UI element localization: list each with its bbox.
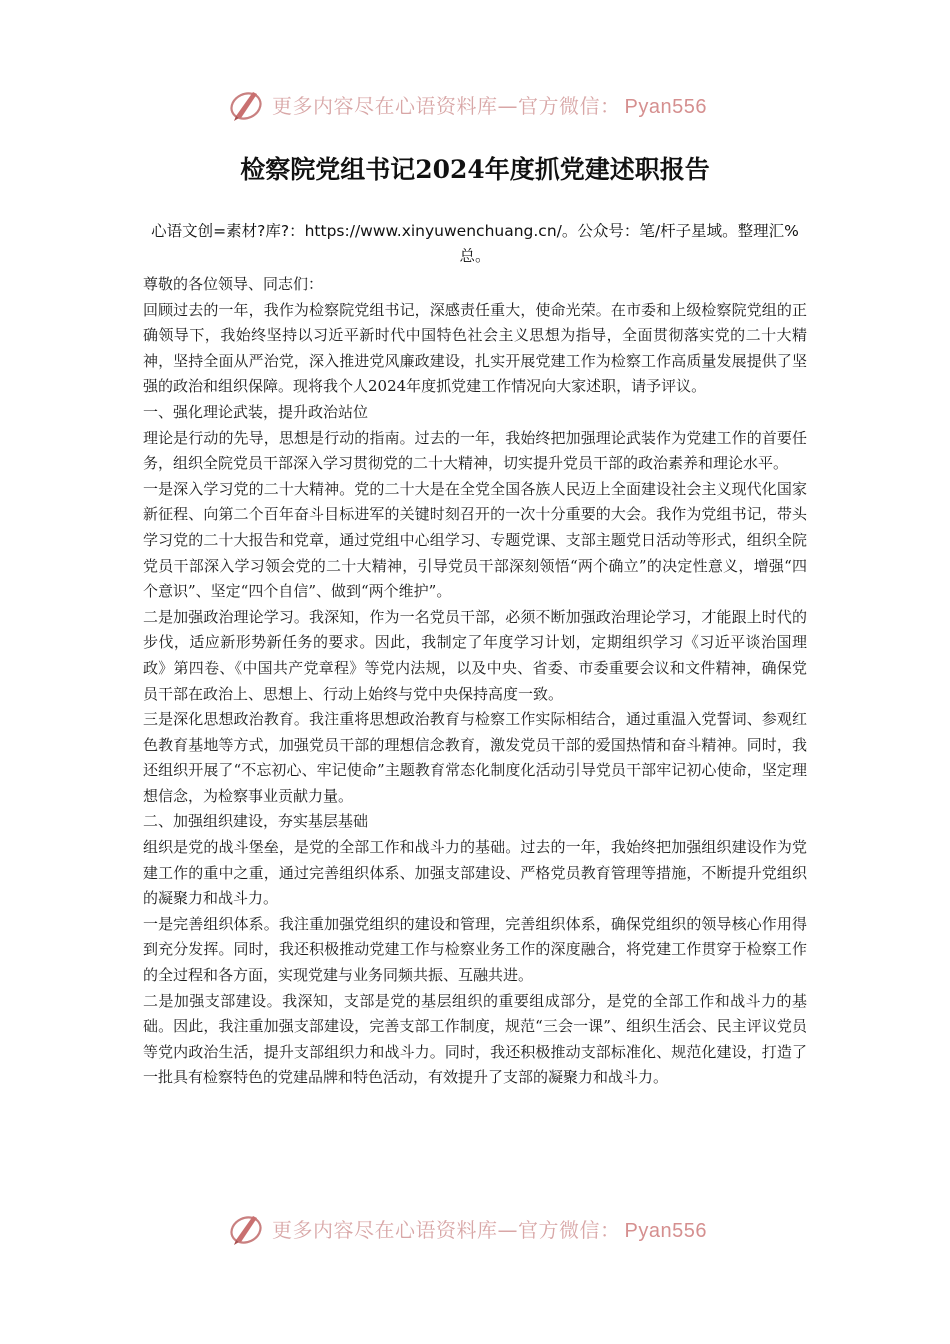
banner-wechat-id: Pyan556 [624, 95, 707, 118]
banner-text [272, 90, 707, 119]
paragraph: 组织是党的战斗堡垒，是党的全部工作和战斗力的基础。过去的一年，我始终把加强组织建设作为党建工作的重中之重，通过完善组织体系、加强支部建设、严格党员教育管理等措施，不断提升党组织的凝聚力和战斗力。 [143, 838, 807, 908]
banner-official-label: 官方微信： [518, 93, 621, 118]
banner-slogan: 更多内容尽在心语资料库 [272, 1217, 498, 1242]
footer-watermark-banner [226, 1206, 707, 1250]
paragraph: 二是加强政治理论学习。我深知，作为一名党员干部，必须不断加强政治理论学习，才能跟上时代的步伐，适应新形势新任务的要求。因此，我制定了年度学习计划，定期组织学习《习近平谈治国理政》第四卷、《中国共产党章程》等党内法规，以及中央、省委、市委重要会议和文件精神，确保党员干部在政治上、思想上、行动上始终与党中央保持高度一致。 [143, 607, 807, 703]
banner-separator: — [497, 93, 518, 118]
section-heading: 二、加强组织建设，夯实基层基础 [143, 812, 369, 831]
document-title: 检察院党组书记2024年度抓党建述职报告 [240, 155, 710, 184]
paragraph: 回顾过去的一年，我作为检察院党组书记，深感责任重大，使命光荣。在市委和上级检察院党组的正确领导下，我始终坚持以习近平新时代中国特色社会主义思想为指导，全面贯彻落实党的二十大精神，坚持全面从严治党，深入推进党风廉政建设，扎实开展党建工作为检察工作高质量发展提供了坚强的政治和组织保障。现将我个人2024年度抓党建工作情况向大家述职，请予评议。 [143, 300, 807, 396]
section-heading: 一、强化理论武装，提升政治站位 [143, 402, 369, 421]
salutation: 尊敬的各位领导、同志们： [143, 275, 324, 293]
paragraph: 一是完善组织体系。我注重加强党组织的建设和管理，完善组织体系，确保党组织的领导核心作用得到充分发挥。同时，我还积极推动党建工作与检察业务工作的深度融合，将党建工作贯穿于检察工作的全过程和各方面，实现党建与业务同频共振、互融共进。 [143, 914, 807, 985]
header-watermark-banner [226, 82, 707, 126]
paragraph: 二是加强支部建设。我深知，支部是党的基层组织的重要组成部分，是党的全部工作和战斗力的基础。因此，我注重加强支部建设，完善支部工作制度，规范“三会一课”、组织生活会、民主评议党员等党内政治生活，提升支部组织力和战斗力。同时，我还积极推动支部标准化、规范化建设，打造了一批具有检察特色的党建品牌和特色活动，有效提升了支部的凝聚力和战斗力。 [143, 991, 807, 1087]
banner-text [272, 1214, 707, 1243]
paragraph: 三是深化思想政治教育。我注重将思想政治教育与检察工作实际相结合，通过重温入党誓词、参观红色教育基地等方式，加强党员干部的理想信念教育，激发党员干部的爱国热情和奋斗精神。同时，我还组织开展了“不忘初心、牢记使命”主题教育常态化制度化活动引导党员干部牢记初心使命，坚定理想信念，为检察事业贡献力量。 [143, 710, 807, 805]
banner-official-label: 官方微信： [518, 1217, 621, 1242]
banner-wechat-id: Pyan556 [624, 1219, 707, 1242]
source-line: 心语文创=素材?库?：https://www.xinyuwenchuang.cn/。公众号：笔/杆子星域。整理汇%总。 [151, 222, 799, 265]
pen-swirl-logo-icon [226, 1208, 266, 1248]
pen-swirl-logo-icon [226, 84, 266, 124]
banner-separator: — [497, 1217, 518, 1242]
paragraph: 理论是行动的先导，思想是行动的指南。过去的一年，我始终把加强理论武装作为党建工作的首要任务，组织全院党员干部深入学习贯彻党的二十大精神，切实提升党员干部的政治素养和理论水平。 [143, 428, 807, 473]
document-body [143, 272, 807, 1091]
paragraph: 一是深入学习党的二十大精神。党的二十大是在全党全国各族人民迈上全面建设社会主义现代化国家新征程、向第二个百年奋斗目标进军的关键时刻召开的一次十分重要的大会。我作为党组书记，带头学习党的二十大报告和党章，通过党组中心组学习、专题党课、支部主题党日活动等形式，组织全院党员干部深入学习领会党的二十大精神，引导党员干部深刻领悟“两个确立”的决定性意义，增强“四个意识”、坚定“四个自信”、做到“两个维护”。 [143, 479, 807, 601]
banner-slogan: 更多内容尽在心语资料库 [272, 93, 498, 118]
